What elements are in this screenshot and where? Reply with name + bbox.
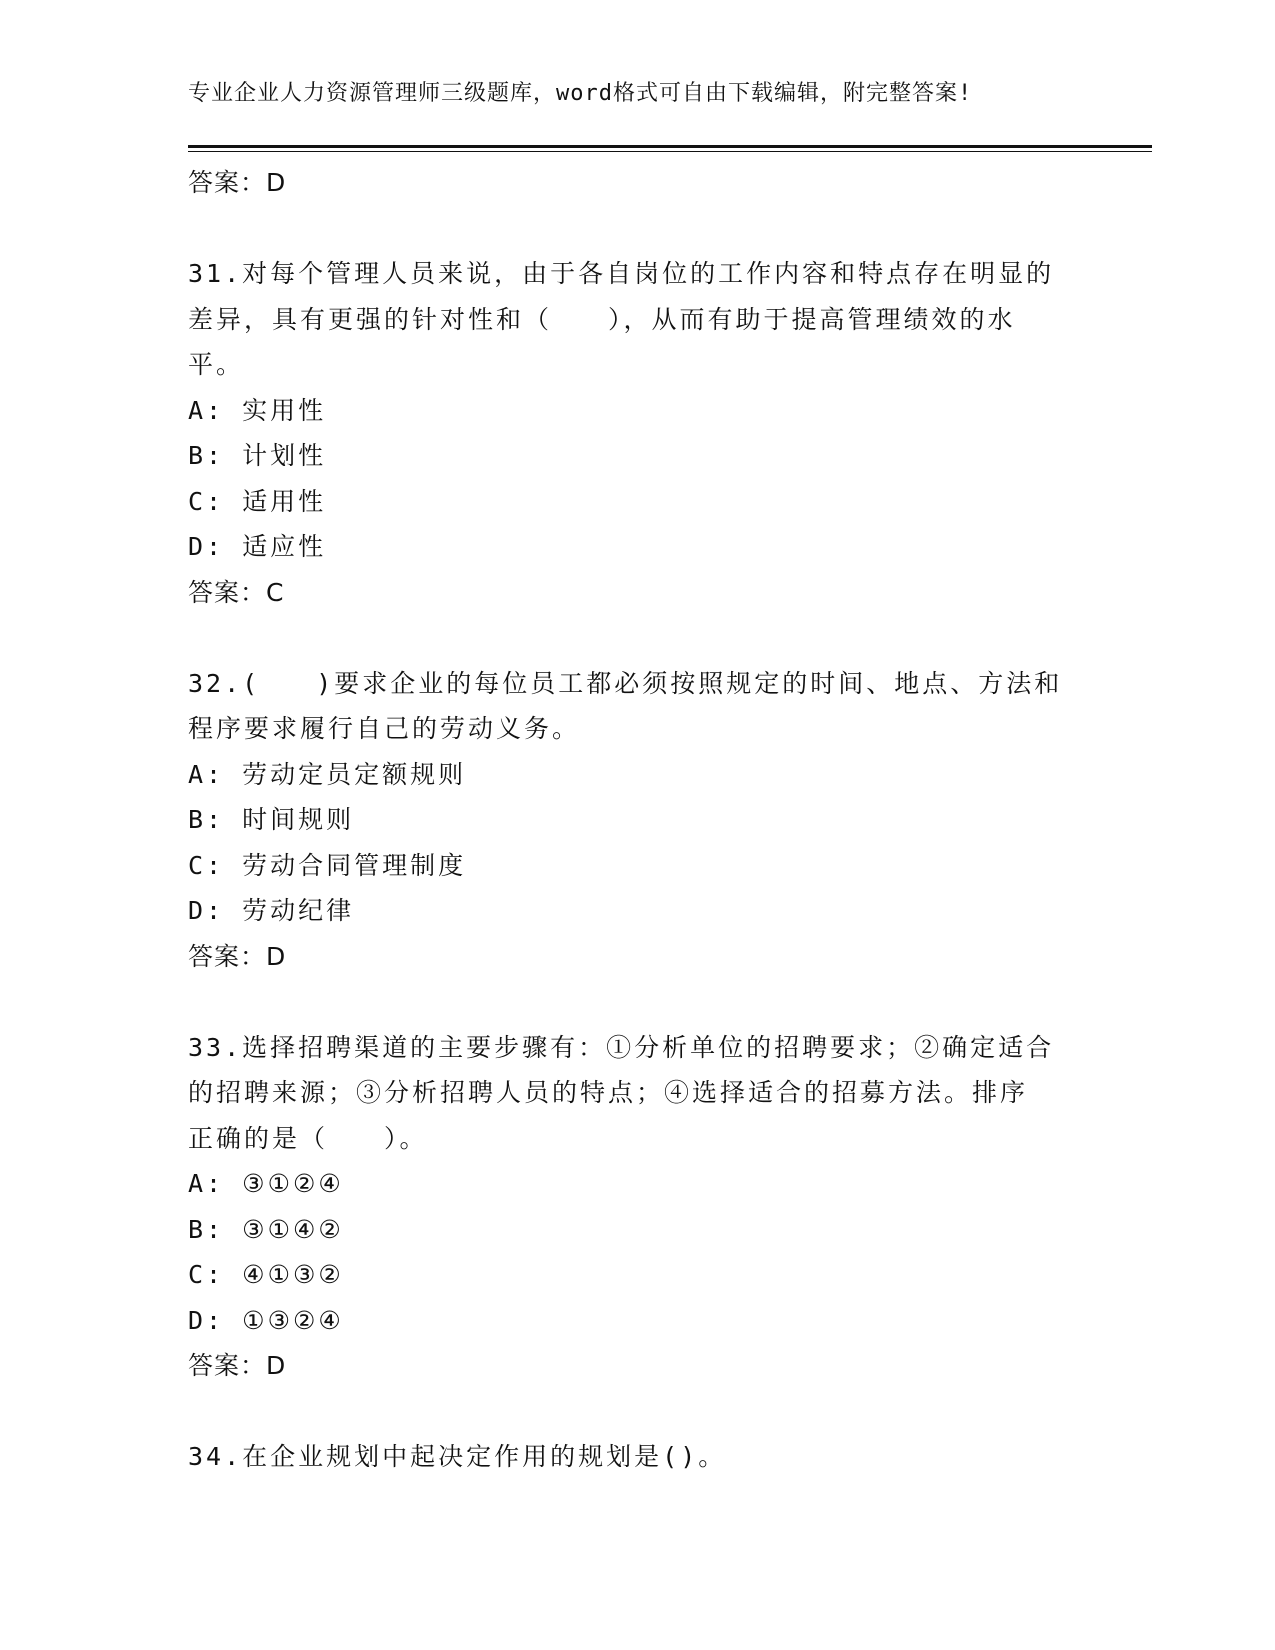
question-text-line: 差异，具有更强的针对性和（ ），从而有助于提高管理绩效的水	[188, 304, 1016, 334]
question-text-line: 33.选择招聘渠道的主要步骤有：①分析单位的招聘要求；②确定适合	[188, 1032, 1055, 1062]
answer-line: 答案：D	[188, 941, 287, 971]
spacer	[188, 206, 1088, 252]
question-text-line: 正确的是（ ）。	[188, 1123, 428, 1153]
option-b: B: 计划性	[188, 441, 327, 470]
question-33	[188, 1025, 1088, 1389]
option-c: C: 劳动合同管理制度	[188, 850, 467, 880]
question-31	[188, 251, 1088, 615]
answer-line: 答案：C	[188, 577, 285, 607]
option-a: A: ③①②④	[188, 1169, 344, 1198]
question-32	[188, 661, 1088, 980]
question-text-line: 31.对每个管理人员来说，由于各自岗位的工作内容和特点存在明显的	[188, 259, 1055, 288]
option-d: D: 劳动纪律	[188, 896, 355, 925]
answer-line: 答案：D	[188, 168, 287, 197]
option-a: A: 实用性	[188, 395, 327, 425]
option-b: B: ③①④②	[188, 1214, 344, 1244]
question-text-line: 平。	[188, 350, 245, 379]
question-34	[188, 1434, 1088, 1480]
option-a: A: 劳动定员定额规则	[188, 759, 467, 789]
spacer	[188, 1389, 1088, 1435]
option-d: D: 适应性	[188, 532, 327, 561]
option-c: C: 适用性	[188, 486, 327, 516]
document-body	[188, 160, 1088, 1480]
page-header: 专业企业人力资源管理师三级题库，word格式可自由下载编辑，附完整答案!	[188, 81, 973, 106]
answer-line: 答案：D	[188, 1351, 287, 1380]
question-text-line: 程序要求履行自己的劳动义务。	[188, 714, 581, 743]
spacer	[188, 979, 1088, 1025]
question-text-line: 32.( )要求企业的每位员工都必须按照规定的时间、地点、方法和	[188, 668, 1063, 698]
question-text-line: 的招聘来源；③分析招聘人员的特点；④选择适合的招募方法。排序	[188, 1078, 1029, 1107]
spacer	[188, 615, 1088, 661]
header-rule-thick	[188, 145, 1152, 148]
option-c: C: ④①③②	[188, 1260, 344, 1289]
option-b: B: 时间规则	[188, 805, 355, 834]
option-d: D: ①③②④	[188, 1305, 344, 1335]
header-rule-thin	[188, 151, 1152, 152]
question-text-line: 34.在企业规划中起决定作用的规划是()。	[188, 1442, 727, 1471]
